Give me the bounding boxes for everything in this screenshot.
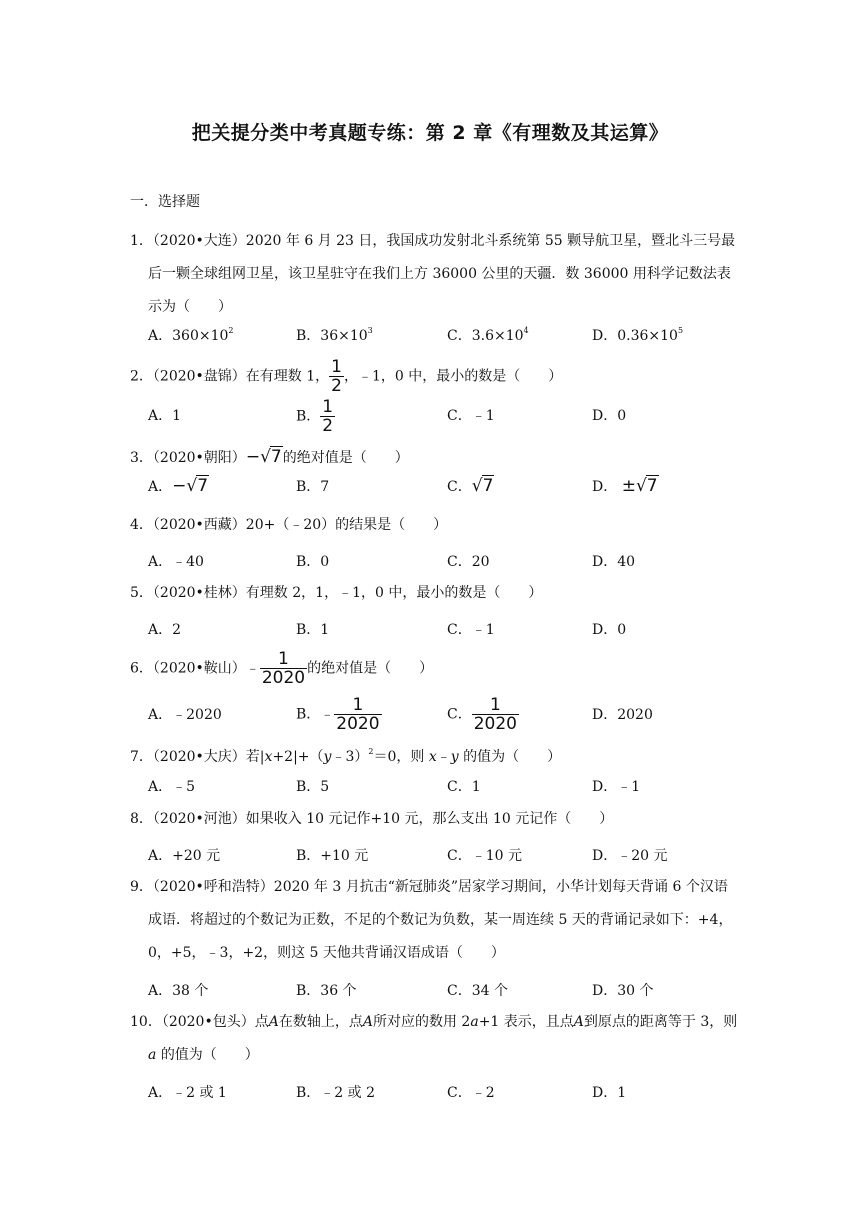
question-text: （2020•呼和浩特）2020 年 3 月抗击“新冠肺炎”居家学习期间，小华计划每天背诵 6 个汉语成语．将超过的个数记为正数，不足的个数记为负数，某一周连续 5 天的背诵记录如下：+4，0，+5，﹣3，+2，则这 5 天他共背诵汉语成语（ ） [148,879,733,961]
option-d[interactable]: D．40 [592,554,636,570]
page-title: 把关提分类中考真题专练：第 2 章《有理数及其运算》 [191,122,669,144]
option-b[interactable]: B．36 个 [296,983,357,999]
option-a[interactable]: A．2 [148,622,182,638]
question-number: 10． [130,1014,162,1030]
option-d[interactable]: D．﹣20 元 [592,848,668,864]
options-7 [148,776,748,806]
option-c[interactable]: C．﹣1 [447,622,495,638]
options-6 [148,695,748,734]
option-c[interactable]: C．20 [447,554,490,570]
fraction: $\frac{1}{2020}$ [261,649,306,688]
option-a[interactable]: A．38 个 [148,983,209,999]
option-d[interactable]: D．1 [592,1085,627,1101]
option-b[interactable]: B．5 [296,779,330,795]
option-a[interactable]: A．﹣40 [148,554,204,570]
question-number: 9． [130,879,153,895]
option-c[interactable]: C．﹣10 元 [447,848,522,864]
question-number: 2． [130,368,153,385]
option-d[interactable]: D． ±√7 [592,476,658,496]
options-1 [148,325,748,355]
question-number: 4． [130,517,153,533]
square-root: −√7 [245,447,282,467]
option-b[interactable]: B．1 [296,622,330,638]
option-c[interactable]: C．34 个 [447,983,508,999]
option-c[interactable]: C．﹣1 [447,408,495,424]
option-a[interactable]: A．$360\times 10^2$ [148,326,234,344]
option-b[interactable]: B．7 [296,479,330,495]
question-text: （2020•西藏）20+（﹣20）的结果是（ ） [152,517,448,533]
option-a[interactable]: A．﹣2020 [148,707,222,723]
option-a[interactable]: A．﹣5 [148,779,196,795]
option-b[interactable]: B．﹣2 或 2 [296,1085,376,1101]
square-root: −√7 [172,476,209,496]
options-10 [148,1082,748,1112]
option-a[interactable]: A．−√7 [148,476,209,496]
option-b[interactable]: B． $\frac{1}{2}$ [296,397,334,436]
fraction: $\frac{1}{2}$ [322,397,334,436]
option-b[interactable]: B．+10 元 [296,848,369,864]
option-d[interactable]: D．﹣1 [592,779,641,795]
question-2: 2．（2020•盘锦）在有理数 1， $\frac{1}{2}$ ，﹣1，0 中，最小的数是（ ） [130,357,563,396]
option-c[interactable]: C．1 [447,779,481,795]
question-1 [130,225,740,324]
question-3: 3．（2020•朝阳）−√7的绝对值是（ ） [130,441,740,475]
question-text: （2020•大连）2020 年 6 月 23 日，我国成功发射北斗系统第 55 颗导航卫星，暨北斗三号最后一颗全球组网卫星，该卫星驻守在我们上方 36000 公里的天疆．数 36000 用科学记数法表示为（ ） [148,233,736,315]
option-c[interactable]: C． $\frac{1}{2020}$ [447,695,517,734]
option-d[interactable]: D．$0.36\times 10^5$ [592,326,684,344]
option-b[interactable]: B．$36\times 10^3$ [296,326,373,344]
square-root: √7 [471,476,494,496]
question-4 [130,509,740,542]
option-a[interactable]: A．﹣2 或 1 [148,1085,227,1101]
question-7: 7．（2020•大庆）若|x+2|+（y﹣3）$^2$＝0，则 x﹣y 的值为（ ） [130,747,562,765]
question-number: 3． [130,450,153,466]
question-number: 8． [130,811,153,827]
question-6: 6．（2020•鞍山）﹣ $\frac{1}{2020}$ 的绝对值是（ ） [130,649,434,688]
question-number: 6． [130,660,153,677]
question-number: 5． [130,585,153,601]
fraction: $\frac{1}{2020}$ [473,695,517,734]
option-c[interactable]: C．$3.6\times 10^4$ [447,326,529,344]
option-d[interactable]: D．30 个 [592,983,654,999]
question-text: （2020•桂林）有理数 2，1，﹣1，0 中，最小的数是（ ） [152,585,543,601]
section-heading: 一．选择题 [130,194,200,210]
option-d[interactable]: D．0 [592,408,627,424]
question-9 [130,871,740,970]
question-number: 7． [130,749,153,765]
option-d[interactable]: D．2020 [592,707,653,723]
options-5 [148,619,748,649]
question-10: 10．（2020•包头）点A在数轴上，点A所对应的数用 2a+1 表示，且点A到原点的距离等于 3，则 a 的值为（ ） [130,1014,738,1063]
option-a[interactable]: A．1 [148,408,182,424]
option-d[interactable]: D．0 [592,622,627,638]
question-5 [130,577,740,610]
option-c[interactable]: C．√7 [447,476,494,496]
square-root: ±√7 [621,476,658,496]
option-a[interactable]: A．+20 元 [148,848,221,864]
option-b[interactable]: B．0 [296,554,330,570]
question-8 [130,803,740,836]
fraction: $\frac{1}{2}$ [331,357,342,396]
option-b[interactable]: B．﹣ $\frac{1}{2020}$ [296,695,380,734]
options-3 [148,476,748,506]
option-c[interactable]: C．﹣2 [447,1085,495,1101]
question-number: 1． [130,233,153,249]
options-2 [148,397,748,436]
question-text: （2020•河池）如果收入 10 元记作+10 元，那么支出 10 元记作（ ） [152,811,614,827]
fraction: $\frac{1}{2020}$ [336,695,380,734]
